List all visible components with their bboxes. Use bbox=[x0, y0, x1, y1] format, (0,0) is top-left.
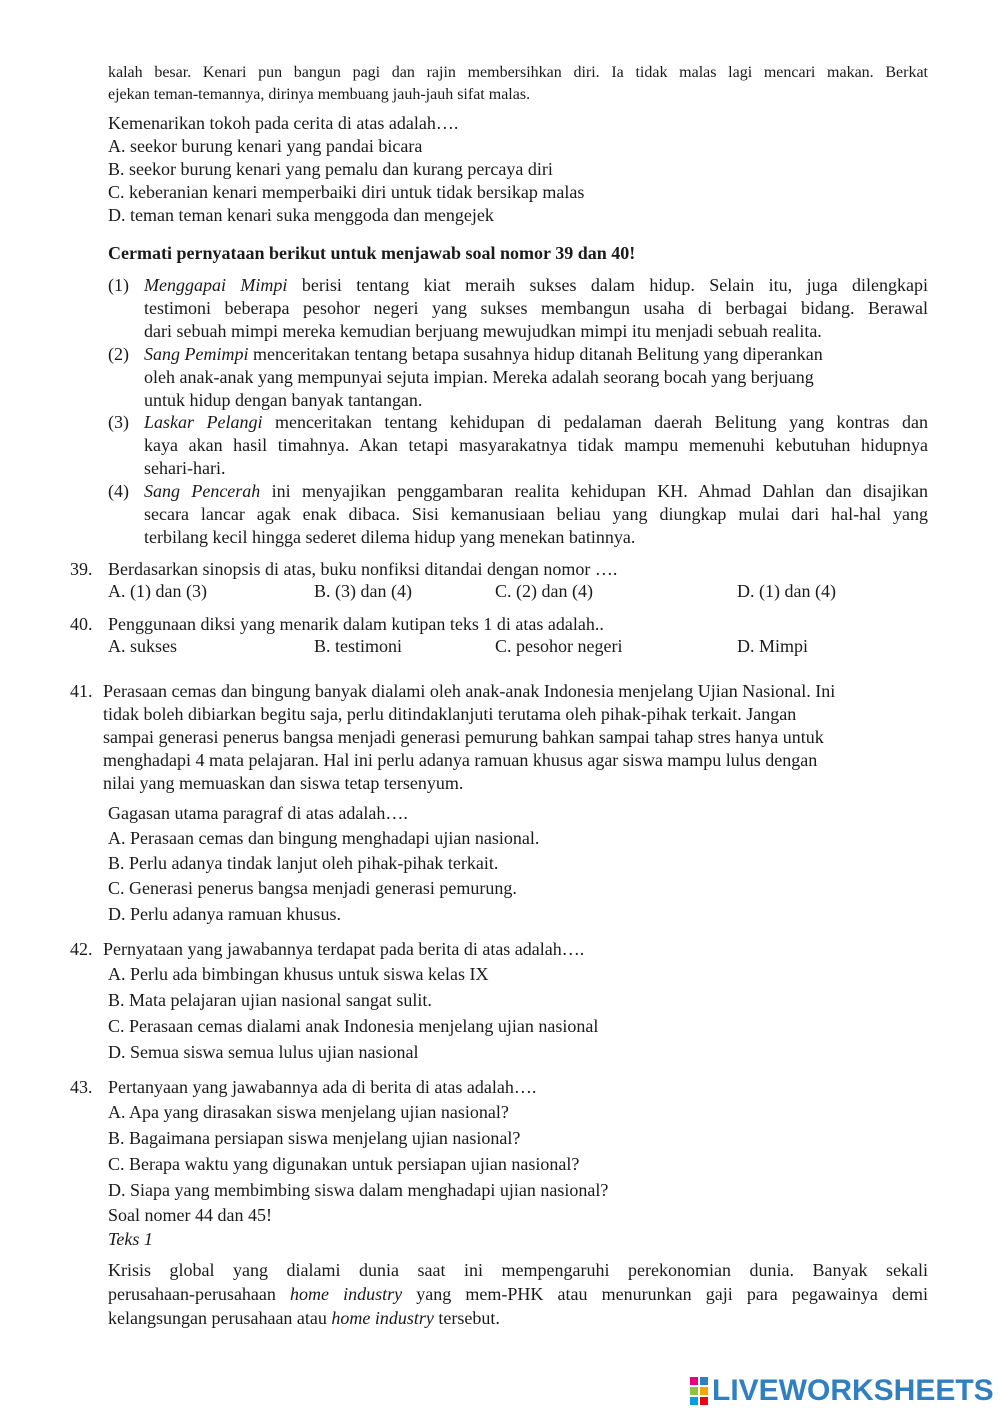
q41-option-a[interactable]: A. Perasaan cemas dan bingung menghadapi ujian nasional. bbox=[108, 828, 540, 848]
q42-option-c[interactable]: C. Perasaan cemas dialami anak Indonesia menjelang ujian nasional bbox=[108, 1016, 599, 1036]
question-42: Pernyataan yang jawabannya terdapat pada berita di atas adalah…. bbox=[103, 939, 585, 959]
synopsis-2-line-1: Sang Pemimpi menceritakan tentang betapa susahnya hidup ditanah Belitung yang diperankan bbox=[144, 344, 823, 364]
q39-option-d[interactable]: D. (1) dan (4) bbox=[737, 581, 836, 601]
story-line-1: kalah besar. Kenari pun bangun pagi dan rajin membersihkan diri. Ia tidak malas lagi mencari makan. Berkat bbox=[108, 64, 928, 81]
section-heading-44-45: Soal nomer 44 dan 45! bbox=[108, 1205, 272, 1225]
q41-option-c[interactable]: C. Generasi penerus bangsa menjadi generasi pemurung. bbox=[108, 878, 517, 898]
synopsis-1-line-2: testimoni beberapa pesohor negeri yang sukses membangun usaha di berbagai bidang. Berawal bbox=[144, 298, 928, 318]
synopsis-1-line-3: dari sebuah mimpi mereka kemudian berjuang mewujudkan mimpi itu menjadi sebuah realita. bbox=[144, 321, 822, 341]
book-title-3: Laskar Pelangi bbox=[144, 412, 263, 432]
q41-passage-line-1: Perasaan cemas dan bingung banyak dialami oleh anak-anak Indonesia menjelang Ujian Nasional. Ini bbox=[103, 681, 836, 701]
instruction-heading: Cermati pernyataan berikut untuk menjawab soal nomor 39 dan 40! bbox=[108, 243, 636, 263]
synopsis-1-line-1: Menggapai Mimpi berisi tentang kiat meraih sukses dalam hidup. Selain itu, juga dilengkapi bbox=[144, 275, 929, 295]
q40-option-b[interactable]: B. testimoni bbox=[314, 636, 403, 656]
synopsis-number-1: (1) bbox=[108, 275, 129, 295]
synopsis-3-line-3: sehari-hari. bbox=[144, 458, 226, 478]
q39-option-c[interactable]: C. (2) dan (4) bbox=[495, 581, 593, 601]
q41-option-b[interactable]: B. Perlu adanya tindak lanjut oleh pihak-pihak terkait. bbox=[108, 853, 499, 873]
question-number-43: 43. bbox=[70, 1077, 93, 1097]
story-line-2: ejekan teman-temannya, dirinya membuang jauh-jauh sifat malas. bbox=[108, 86, 531, 103]
q39-option-b[interactable]: B. (3) dan (4) bbox=[314, 581, 412, 601]
logo-mark-icon bbox=[690, 1377, 708, 1405]
question-40: Penggunaan diksi yang menarik dalam kutipan teks 1 di atas adalah.. bbox=[108, 614, 604, 634]
synopsis-2-line-2: oleh anak-anak yang mempunyai sejuta impian. Mereka adalah seorang bocah yang berjuang bbox=[144, 367, 814, 387]
q43-option-b[interactable]: B. Bagaimana persiapan siswa menjelang ujian nasional? bbox=[108, 1128, 521, 1148]
question-number-39: 39. bbox=[70, 559, 93, 579]
q40-option-a[interactable]: A. sukses bbox=[108, 636, 178, 656]
q41-passage-line-2: tidak boleh dibiarkan begitu saja, perlu ditindaklanjuti terutama oleh pihak-pihak terkait. Jangan bbox=[103, 704, 797, 724]
teks-1-line-1: Krisis global yang dialami dunia saat ini mempengaruhi perekonomian dunia. Banyak sekali bbox=[108, 1260, 928, 1280]
option-c[interactable]: C. keberanian kenari memperbaiki diri untuk tidak bersikap malas bbox=[108, 182, 585, 202]
question-41: Gagasan utama paragraf di atas adalah…. bbox=[108, 803, 408, 823]
book-title-1: Menggapai Mimpi bbox=[144, 275, 288, 295]
liveworksheets-logo[interactable] bbox=[690, 1374, 994, 1408]
synopsis-2-line-3: untuk hidup dengan banyak tantangan. bbox=[144, 390, 423, 410]
logo-text: LIVEWORKSHEETS bbox=[712, 1374, 994, 1407]
q39-option-a[interactable]: A. (1) dan (3) bbox=[108, 581, 207, 601]
q43-option-d[interactable]: D. Siapa yang membimbing siswa dalam menghadapi ujian nasional? bbox=[108, 1180, 609, 1200]
book-title-2: Sang Pemimpi bbox=[144, 344, 249, 364]
question-43: Pertanyaan yang jawabannya ada di berita di atas adalah…. bbox=[108, 1077, 537, 1097]
option-d[interactable]: D. teman teman kenari suka menggoda dan mengejek bbox=[108, 205, 494, 225]
synopsis-3-line-1: Laskar Pelangi menceritakan tentang kehidupan di pedalaman daerah Belitung yang kontras dan bbox=[144, 412, 929, 432]
question-number-42: 42. bbox=[70, 939, 93, 959]
q41-passage-line-4: menghadapi 4 mata pelajaran. Hal ini perlu adanya ramuan khusus agar siswa mampu lulus dengan bbox=[103, 750, 818, 770]
q42-option-b[interactable]: B. Mata pelajaran ujian nasional sangat sulit. bbox=[108, 990, 432, 1010]
q40-option-d[interactable]: D. Mimpi bbox=[737, 636, 809, 656]
teks-1-line-3: kelangsungan perusahaan atau home industry tersebut. bbox=[108, 1308, 500, 1328]
teks-1-label: Teks 1 bbox=[108, 1229, 153, 1249]
option-a[interactable]: A. seekor burung kenari yang pandai bicara bbox=[108, 136, 423, 156]
q42-option-a[interactable]: A. Perlu ada bimbingan khusus untuk siswa kelas IX bbox=[108, 964, 489, 984]
question-kenari: Kemenarikan tokoh pada cerita di atas adalah…. bbox=[108, 113, 459, 133]
q40-option-c[interactable]: C. pesohor negeri bbox=[495, 636, 623, 656]
synopsis-number-3: (3) bbox=[108, 412, 129, 432]
synopsis-3-line-2: kaya akan hasil timahnya. Akan tetapi masyarakatnya tidak mampu memenuhi kebutuhan hidupnya bbox=[144, 435, 928, 455]
q41-passage-line-3: sampai generasi penerus bangsa menjadi generasi pemurung bahkan sampai tahap stres hanya untuk bbox=[103, 727, 824, 747]
q42-option-d[interactable]: D. Semua siswa semua lulus ujian nasional bbox=[108, 1042, 419, 1062]
question-number-40: 40. bbox=[70, 614, 93, 634]
option-b[interactable]: B. seekor burung kenari yang pemalu dan kurang percaya diri bbox=[108, 159, 553, 179]
question-number-41: 41. bbox=[70, 681, 93, 701]
synopsis-4-line-3: terbilang kecil hingga sederet dilema hidup yang menekan batinnya. bbox=[144, 527, 636, 547]
q43-option-a[interactable]: A. Apa yang dirasakan siswa menjelang ujian nasional? bbox=[108, 1102, 509, 1122]
q41-option-d[interactable]: D. Perlu adanya ramuan khusus. bbox=[108, 904, 341, 924]
teks-1-line-2: perusahaan-perusahaan home industry yang mem-PHK atau menurunkan gaji para pegawainya demi bbox=[108, 1284, 928, 1304]
book-title-4: Sang Pencerah bbox=[144, 481, 261, 501]
synopsis-4-line-2: secara lancar agak enak dibaca. Sisi kemanusiaan beliau yang diungkap mulai dari hal-hal yang bbox=[144, 504, 928, 524]
q41-passage-line-5: nilai yang memuaskan dan siswa tetap tersenyum. bbox=[103, 773, 464, 793]
question-39: Berdasarkan sinopsis di atas, buku nonfiksi ditandai dengan nomor …. bbox=[108, 559, 618, 579]
synopsis-number-4: (4) bbox=[108, 481, 129, 501]
synopsis-number-2: (2) bbox=[108, 344, 129, 364]
synopsis-4-line-1: Sang Pencerah ini menyajikan penggambaran realita kehidupan KH. Ahmad Dahlan dan disajikan bbox=[144, 481, 928, 501]
q43-option-c[interactable]: C. Berapa waktu yang digunakan untuk persiapan ujian nasional? bbox=[108, 1154, 580, 1174]
